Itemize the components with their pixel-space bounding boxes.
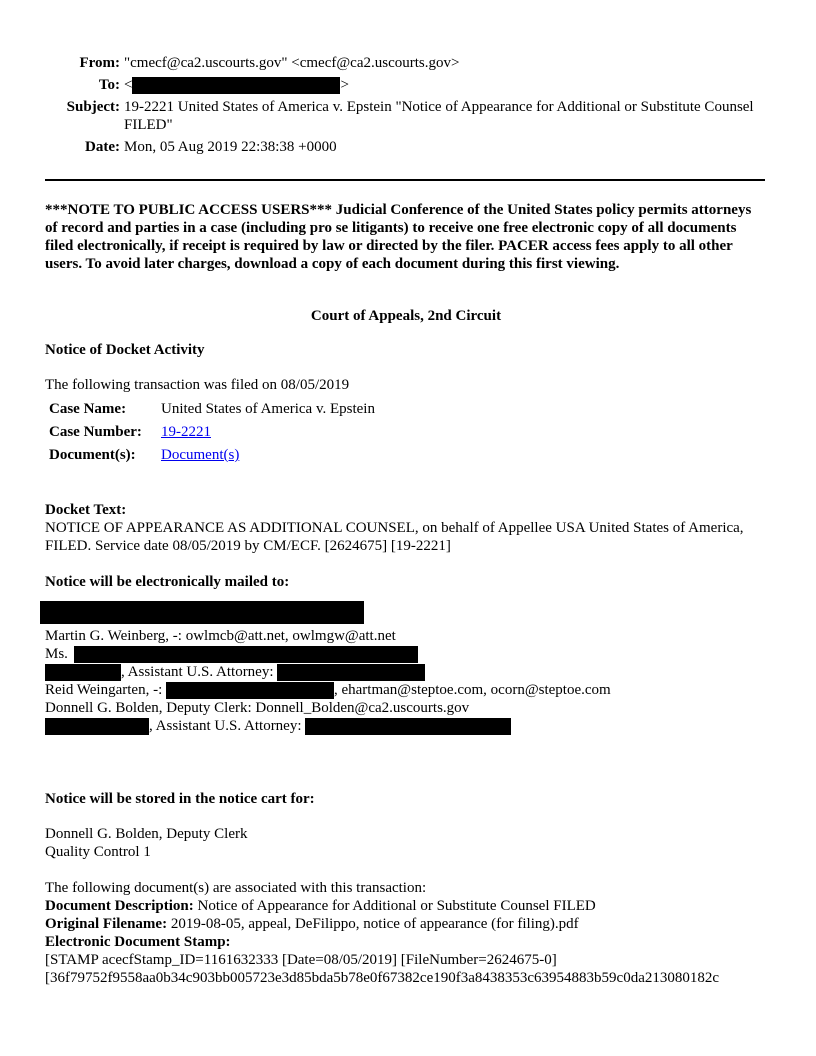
case-name-row — [45, 398, 379, 421]
documents-row — [45, 444, 379, 467]
case-info-table — [45, 398, 379, 467]
to-value — [124, 76, 764, 94]
header-divider — [45, 179, 765, 181]
filed-line: The following transaction was filed on 08/05/2019 — [45, 377, 350, 393]
assoc-line: The following document(s) are associated with this transaction: — [45, 880, 427, 896]
mailed-line-ausa-2 — [45, 717, 511, 735]
mailed-line-weingarten — [45, 681, 611, 699]
stamp-label: Electronic Document Stamp: — [45, 934, 231, 950]
case-name-value: United States of America v. Epstein — [161, 401, 375, 417]
redaction-bar — [277, 664, 425, 681]
docket-activity-title: Notice of Docket Activity — [45, 342, 205, 358]
mailed-line-ausa-1 — [45, 663, 425, 681]
cart-entry: Quality Control 1 — [45, 844, 151, 860]
redaction-bar — [40, 601, 364, 624]
court-name: Court of Appeals, 2nd Circuit — [310, 308, 502, 324]
original-filename — [45, 915, 579, 933]
ms-prefix: Ms. — [45, 646, 68, 662]
case-number-link[interactable]: 19-2221 — [161, 424, 211, 440]
docket-text: NOTICE OF APPEARANCE AS ADDITIONAL COUNSEL, on behalf of Appellee USA United States of America, FILED. Service date 08/05/2019 by CM/ECF. [2624675] [19-2221] — [45, 520, 744, 554]
original-filename-value: 2019-08-05, appeal, DeFilippo, notice of appearance (for filing).pdf — [170, 916, 579, 932]
stamp-line-1: [STAMP acecfStamp_ID=1161632333 [Date=08/05/2019] [FileNumber=2624675-0] — [45, 952, 557, 968]
cart-title: Notice will be stored in the notice cart for: — [45, 791, 315, 807]
documents-label: Document(s): — [49, 447, 136, 463]
date-value: Mon, 05 Aug 2019 22:38:38 +0000 — [124, 139, 337, 155]
doc-description — [45, 897, 596, 915]
redaction-bar — [74, 646, 418, 663]
to-close-bracket: > — [340, 77, 349, 93]
mailed-line-redacted — [40, 601, 364, 619]
documents-link[interactable]: Document(s) — [161, 447, 240, 463]
to-open-bracket: < — [124, 77, 133, 93]
ausa-1-text: , Assistant U.S. Attorney: — [121, 664, 274, 680]
to-label: To: — [98, 77, 120, 93]
stamp-line-2: [36f79752f9558aa0b34c903bb005723e3d85bda5b78e0f67382ce190f3a8438353c63954883b59c0da213080182c — [45, 970, 720, 986]
subject-label: Subject: — [66, 99, 120, 115]
original-filename-label: Original Filename: — [45, 916, 168, 932]
redaction-bar — [132, 77, 340, 94]
from-value: "cmecf@ca2.uscourts.gov" <cmecf@ca2.uscourts.gov> — [124, 55, 460, 71]
weingarten-prefix: Reid Weingarten, -: — [45, 682, 163, 698]
doc-description-value: Notice of Appearance for Additional or Substitute Counsel FILED — [197, 898, 596, 914]
doc-description-label: Document Description: — [45, 898, 194, 914]
mailed-line-bolden: Donnell G. Bolden, Deputy Clerk: Donnell_Bolden@ca2.uscourts.gov — [45, 700, 470, 716]
case-number-label: Case Number: — [49, 424, 142, 440]
case-number-row — [45, 421, 379, 444]
date-label: Date: — [85, 139, 120, 155]
public-access-notice: ***NOTE TO PUBLIC ACCESS USERS*** Judicial Conference of the United States policy permits attorneys of record and parties in a case (including pro se litigants) to receive one free electronic copy of all documents filed electronically, if receipt is required by law or directed by the filer. PACER access fees apply to all other users. To avoid later charges, download a copy of each document during this first viewing. — [45, 202, 752, 272]
redaction-bar — [166, 682, 334, 699]
ausa-2-text: , Assistant U.S. Attorney: — [149, 718, 302, 734]
mailed-line-ms — [45, 645, 418, 663]
mailed-line-weinberg: Martin G. Weinberg, -: owlmcb@att.net, owlmgw@att.net — [45, 628, 396, 644]
case-name-label: Case Name: — [49, 401, 127, 417]
redaction-bar — [305, 718, 511, 735]
from-label: From: — [79, 55, 120, 71]
docket-text-label: Docket Text: — [45, 502, 127, 518]
cart-entry: Donnell G. Bolden, Deputy Clerk — [45, 826, 248, 842]
subject-value: 19-2221 United States of America v. Epstein "Notice of Appearance for Additional or Substitute Counsel FILED" — [124, 99, 754, 133]
redaction-bar — [45, 664, 121, 681]
redaction-bar — [45, 718, 149, 735]
weingarten-emails: , ehartman@steptoe.com, ocorn@steptoe.com — [333, 682, 611, 698]
mailed-title: Notice will be electronically mailed to: — [45, 574, 290, 590]
